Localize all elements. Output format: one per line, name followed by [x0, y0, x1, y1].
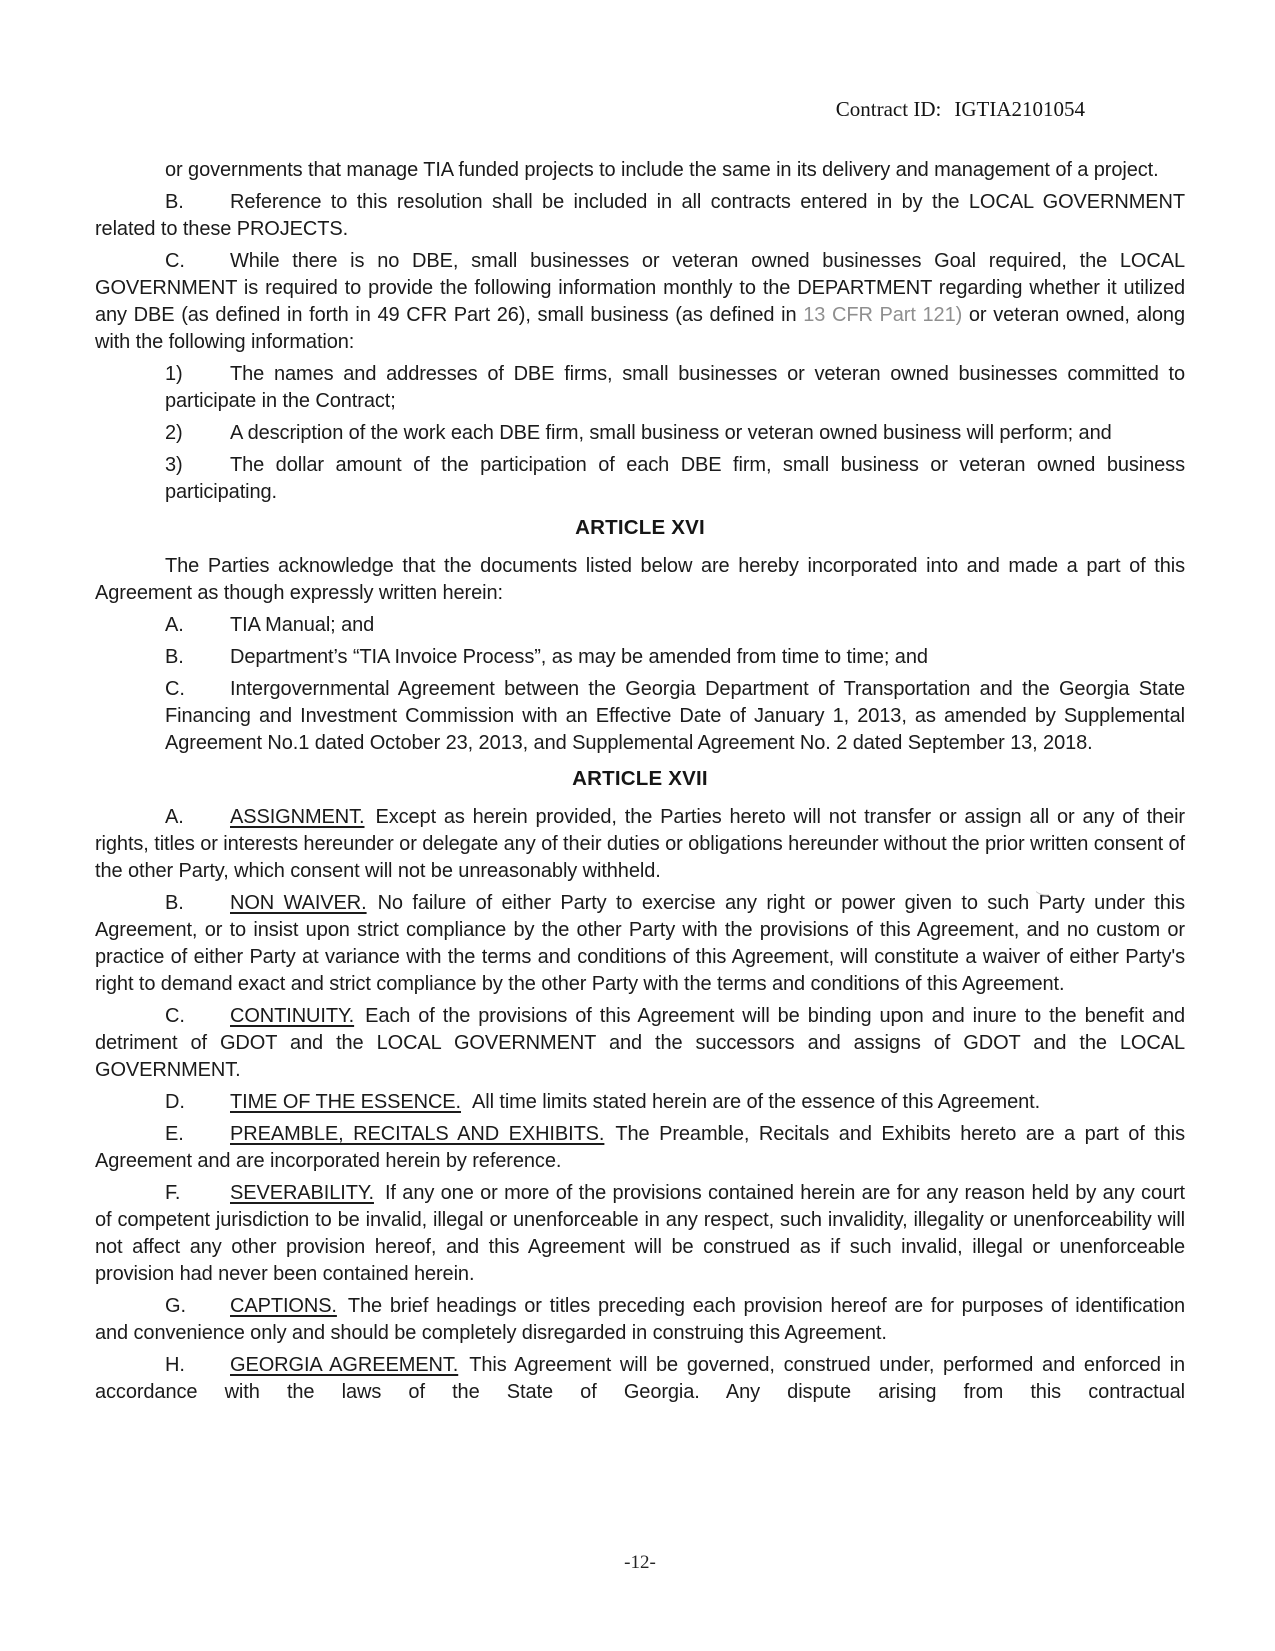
article-xvi-item-b [165, 644, 1185, 671]
paragraph-text-after: or veteran owned, along with the following information: [95, 304, 1185, 353]
paragraph-item-b [95, 189, 1185, 243]
numbered-item-2 [165, 420, 1185, 447]
section-title: SEVERABILITY. [230, 1182, 374, 1204]
article-xvi-intro [95, 553, 1185, 607]
section-enum: F. [165, 1182, 181, 1204]
section-enum: E. [165, 1123, 184, 1145]
paragraph-enum: B. [165, 191, 184, 213]
article-xvii-item-time-of-the-essence [95, 1089, 1185, 1116]
section-text: The brief headings or titles preceding each provision hereof are for purposes of identification and convenience only and should be completely disregarded in construing this Agreement. [95, 1295, 1185, 1344]
list-item-enum: B. [165, 646, 184, 668]
list-item-text: TIA Manual; and [230, 614, 375, 636]
article-xvii-item-continuity [95, 1003, 1185, 1084]
paragraph-text: Reference to this resolution shall be included in all contracts entered in by the LOCAL GOVERNMENT related to these PROJECTS. [95, 191, 1185, 240]
section-title: GEORGIA AGREEMENT. [230, 1354, 459, 1376]
section-text: This Agreement will be governed, construed under, performed and enforced in accordance with the laws of the State of Georgia. Any dispute arising from this contractual [95, 1354, 1185, 1403]
numbered-item-enum: 2) [165, 422, 183, 444]
list-item-enum: C. [165, 678, 185, 700]
section-enum: A. [165, 806, 184, 828]
scan-artifact: ‿ [1036, 877, 1052, 898]
article-xvi-item-c [165, 676, 1185, 757]
section-title: PREAMBLE, RECITALS AND EXHIBITS. [230, 1123, 605, 1145]
article-xvii-item-severability [95, 1180, 1185, 1288]
section-enum: H. [165, 1354, 185, 1376]
article-xvii-item-georgia-agreement [95, 1352, 1185, 1406]
contract-id-header [0, 97, 1085, 122]
numbered-item-text: The dollar amount of the participation of each DBE firm, small business or veteran owned business participating. [165, 454, 1185, 503]
contract-id-value: IGTIA2101054 [954, 97, 1085, 121]
numbered-item-enum: 1) [165, 363, 183, 385]
section-text: Except as herein provided, the Parties hereto will not transfer or assign all or any of their rights, titles or interests hereunder or delegate any of their duties or obligations hereunder without the prior written consent of the other Party, which consent will not be unreasonably withheld. [95, 806, 1185, 882]
article-xvi-heading: ARTICLE XVI [575, 516, 705, 539]
section-title: CONTINUITY. [230, 1005, 355, 1027]
paragraph-text-before: While there is no DBE, small businesses or veteran owned businesses Goal required, the LOCAL GOVERNMENT is required to provide the following information monthly to the DEPARTMENT regarding whether it utilized any DBE (as defined in forth in 49 CFR Part 26), small business (as defined in [95, 250, 1185, 326]
article-xvi-item-a [165, 612, 1185, 639]
paragraph-enum: C. [165, 250, 185, 272]
document-body [95, 157, 1185, 1411]
article-xvii-item-non-waiver [95, 890, 1185, 998]
section-enum: D. [165, 1091, 185, 1113]
section-title: NON WAIVER. [230, 892, 367, 914]
section-text: No failure of either Party to exercise any right or power given to such Party under this Agreement, or to insist upon strict compliance by the other Party with the provisions of this Agreement, and no custom or practice of either Party at variance with the terms and conditions of this Agreement, will constitute a waiver of either Party's right to demand exact and strict compliance by the other Party with the terms and conditions of this Agreement. [95, 892, 1185, 995]
section-text: All time limits stated herein are of the essence of this Agreement. [472, 1091, 1041, 1113]
section-enum: G. [165, 1295, 186, 1317]
section-text: Each of the provisions of this Agreement will be binding upon and inure to the benefit and detriment of GDOT and the LOCAL GOVERNMENT and the successors and assigns of GDOT and the LOCAL GOVERNMENT. [95, 1005, 1185, 1081]
section-title: CAPTIONS. [230, 1295, 337, 1317]
article-xvii-heading: ARTICLE XVII [572, 767, 708, 790]
page-number-footer: -12- [624, 1552, 656, 1573]
article-xvii-item-captions [95, 1293, 1185, 1347]
section-text: If any one or more of the provisions contained herein are for any reason held by any court of competent jurisdiction to be invalid, illegal or unenforceable in any respect, such invalidity, illegality or unenforceability will not affect any other provision hereof, and this Agreement will be construed as if such invalid, illegal or unenforceable provision had never been contained herein. [95, 1182, 1185, 1285]
continuation-text: or governments that manage TIA funded projects to include the same in its delivery and management of a project. [165, 159, 1159, 181]
list-item-enum: A. [165, 614, 184, 636]
article-xvii-item-assignment [95, 804, 1185, 885]
section-title: TIME OF THE ESSENCE. [230, 1091, 461, 1113]
section-enum: C. [165, 1005, 185, 1027]
numbered-item-text: A description of the work each DBE firm, small business or veteran owned business will perform; and [230, 422, 1112, 444]
numbered-item-3 [165, 452, 1185, 506]
continuation-paragraph [165, 157, 1185, 184]
section-enum: B. [165, 892, 184, 914]
article-xvii-item-preamble-recitals-exhibits [95, 1121, 1185, 1175]
paragraph-item-c [95, 248, 1185, 356]
list-item-text: Department’s “TIA Invoice Process”, as may be amended from time to time; and [230, 646, 928, 668]
contract-id-label: Contract ID: [835, 97, 942, 121]
numbered-item-text: The names and addresses of DBE firms, small businesses or veteran owned businesses committed to participate in the Contract; [165, 363, 1185, 412]
faded-citation-fragment: 13 CFR Part 121) [803, 304, 963, 326]
section-text: The Preamble, Recitals and Exhibits hereto are a part of this Agreement and are incorporated herein by reference. [95, 1123, 1185, 1172]
numbered-item-enum: 3) [165, 454, 183, 476]
numbered-item-1 [165, 361, 1185, 415]
section-title: ASSIGNMENT. [230, 806, 365, 828]
article-xvi-intro-text: The Parties acknowledge that the documents listed below are hereby incorporated into and made a part of this Agreement as though expressly written herein: [95, 555, 1185, 604]
list-item-text: Intergovernmental Agreement between the Georgia Department of Transportation and the Georgia State Financing and Investment Commission with an Effective Date of January 1, 2013, as amended by Supplemental Agreement No.1 dated October 23, 2013, and Supplemental Agreement No. 2 dated September 13, 2018. [165, 678, 1185, 754]
